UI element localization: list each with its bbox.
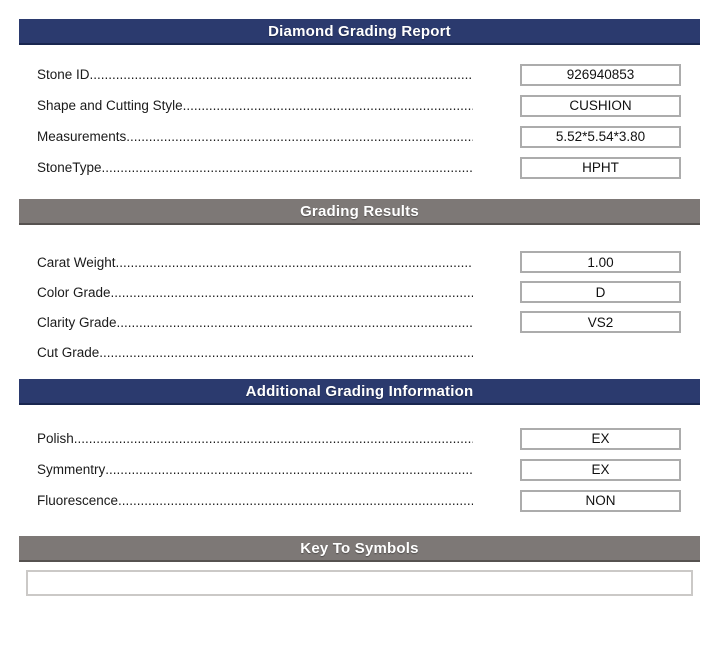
grading-results-fields bbox=[37, 247, 681, 367]
field-row-stone-type bbox=[37, 152, 681, 183]
section-header-diamond-grading-report bbox=[19, 19, 700, 45]
stone-id-value: 926940853 bbox=[566, 67, 635, 82]
fluorescence-value-box bbox=[520, 490, 681, 512]
field-row-symmetry bbox=[37, 454, 681, 485]
dot-leader bbox=[102, 160, 473, 175]
field-label-leader bbox=[37, 129, 473, 144]
clarity-grade-value: VS2 bbox=[587, 314, 614, 330]
field-label-leader bbox=[37, 67, 473, 82]
stone-type-label: StoneType bbox=[37, 160, 102, 175]
field-label-leader bbox=[37, 98, 473, 113]
symmetry-value: EX bbox=[591, 462, 610, 477]
dot-leader bbox=[105, 462, 473, 477]
field-label-leader bbox=[37, 255, 473, 270]
measurements-label: Measurements bbox=[37, 129, 127, 144]
section-title: Key To Symbols bbox=[300, 539, 419, 557]
shape-value-box bbox=[520, 95, 681, 117]
field-row-polish bbox=[37, 423, 681, 454]
measurements-value: 5.52*5.54*3.80 bbox=[555, 129, 646, 144]
polish-value: EX bbox=[591, 431, 610, 446]
field-row-carat-weight bbox=[37, 247, 681, 277]
additional-grading-fields bbox=[37, 423, 681, 516]
field-label-leader bbox=[37, 160, 473, 175]
polish-value-box bbox=[520, 428, 681, 450]
field-label-leader bbox=[37, 462, 473, 477]
stone-type-value: HPHT bbox=[582, 160, 619, 175]
color-grade-label: Color Grade bbox=[37, 284, 111, 300]
key-to-symbols-box bbox=[26, 570, 693, 596]
cut-grade-label: Cut Grade bbox=[37, 344, 100, 360]
symmetry-label: Symmentry bbox=[37, 462, 106, 477]
field-row-shape bbox=[37, 90, 681, 121]
shape-label: Shape and Cutting Style bbox=[37, 98, 183, 113]
stone-id-value-box bbox=[520, 64, 681, 86]
polish-label: Polish bbox=[37, 431, 74, 446]
stone-id-label: Stone ID bbox=[37, 67, 90, 82]
section-title: Diamond Grading Report bbox=[268, 22, 451, 40]
dot-leader bbox=[117, 315, 473, 330]
section-title: Grading Results bbox=[300, 202, 419, 220]
dot-leader bbox=[111, 285, 473, 300]
carat-weight-value-box bbox=[520, 251, 681, 273]
color-grade-value-box bbox=[520, 281, 681, 303]
field-label-leader bbox=[37, 345, 473, 360]
fluorescence-value: NON bbox=[585, 493, 616, 508]
stone-type-value-box bbox=[520, 157, 681, 179]
field-row-color-grade bbox=[37, 277, 681, 307]
carat-weight-label: Carat Weight bbox=[37, 254, 116, 270]
section-header-grading-results bbox=[19, 199, 700, 225]
section-header-additional-grading-information bbox=[19, 379, 700, 405]
field-row-stone-id bbox=[37, 59, 681, 90]
field-label-leader bbox=[37, 431, 473, 446]
dot-leader bbox=[118, 493, 473, 508]
dot-leader bbox=[90, 67, 473, 82]
clarity-grade-label: Clarity Grade bbox=[37, 314, 117, 330]
clarity-grade-value-box bbox=[520, 311, 681, 333]
field-row-measurements bbox=[37, 121, 681, 152]
section-title: Additional Grading Information bbox=[245, 382, 474, 400]
carat-weight-value: 1.00 bbox=[587, 254, 614, 270]
symmetry-value-box bbox=[520, 459, 681, 481]
dot-leader bbox=[183, 98, 473, 113]
shape-value: CUSHION bbox=[569, 98, 632, 113]
dot-leader bbox=[126, 129, 473, 144]
fluorescence-label: Fluorescence bbox=[37, 493, 119, 508]
section-header-key-to-symbols bbox=[19, 536, 700, 562]
measurements-value-box bbox=[520, 126, 681, 148]
field-row-cut-grade bbox=[37, 337, 681, 367]
dot-leader bbox=[116, 255, 473, 270]
field-label-leader bbox=[37, 315, 473, 330]
dot-leader bbox=[99, 345, 473, 360]
field-row-clarity-grade bbox=[37, 307, 681, 337]
color-grade-value: D bbox=[595, 284, 606, 300]
field-row-fluorescence bbox=[37, 485, 681, 516]
stone-identity-fields bbox=[37, 59, 681, 183]
field-label-leader bbox=[37, 493, 473, 508]
field-label-leader bbox=[37, 285, 473, 300]
dot-leader bbox=[74, 431, 473, 446]
